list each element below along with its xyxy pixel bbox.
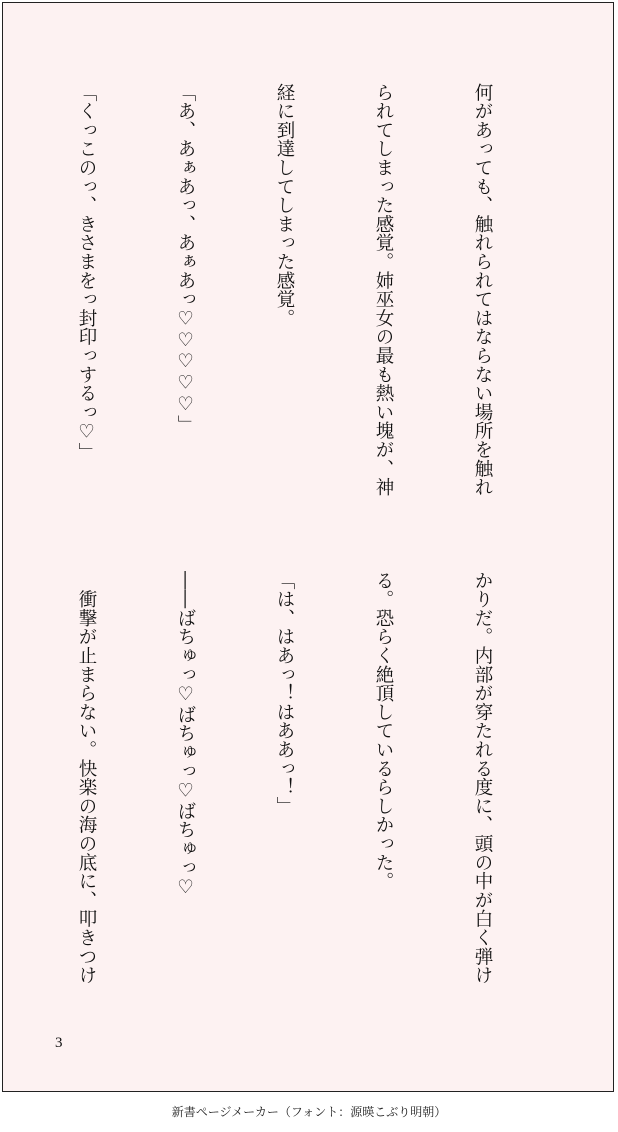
text-block-bottom (45, 571, 565, 1011)
text-line: ――ばちゅっ♡ばちゅっ♡ばちゅっ♡ (175, 571, 196, 899)
footer-credit: 新書ページメーカー（フォント：源暎こぶり明朝） (171, 1105, 447, 1119)
manuscript-page (2, 2, 614, 1092)
text-line: 衝撃が止まらない。快楽の海の底に、叩きつけ (76, 571, 97, 985)
text-line: 「あ、あぁあっ、あぁあっ♡♡♡♡♡」 (175, 83, 196, 434)
page-number: 3 (55, 1035, 63, 1051)
text-block-top (45, 83, 565, 523)
text-line: られてしまった感覚。姉巫女の最も熱い塊が、神 (373, 83, 394, 497)
text-line: 「は、はあっ！はああっ！」 (274, 571, 295, 816)
text-line: かりだ。内部が穿たれる度に、頭の中が白く弾け (472, 571, 493, 985)
text-line: 「くっこのっ、きさまをっ封印っするっ♡」 (76, 83, 97, 462)
text-line: る。恐らく絶頂しているらしかった。 (373, 571, 394, 891)
text-line: 何があっても、触れられてはならない場所を触れ (472, 83, 493, 497)
text-line: 経に到達してしまった感覚。 (274, 83, 295, 328)
